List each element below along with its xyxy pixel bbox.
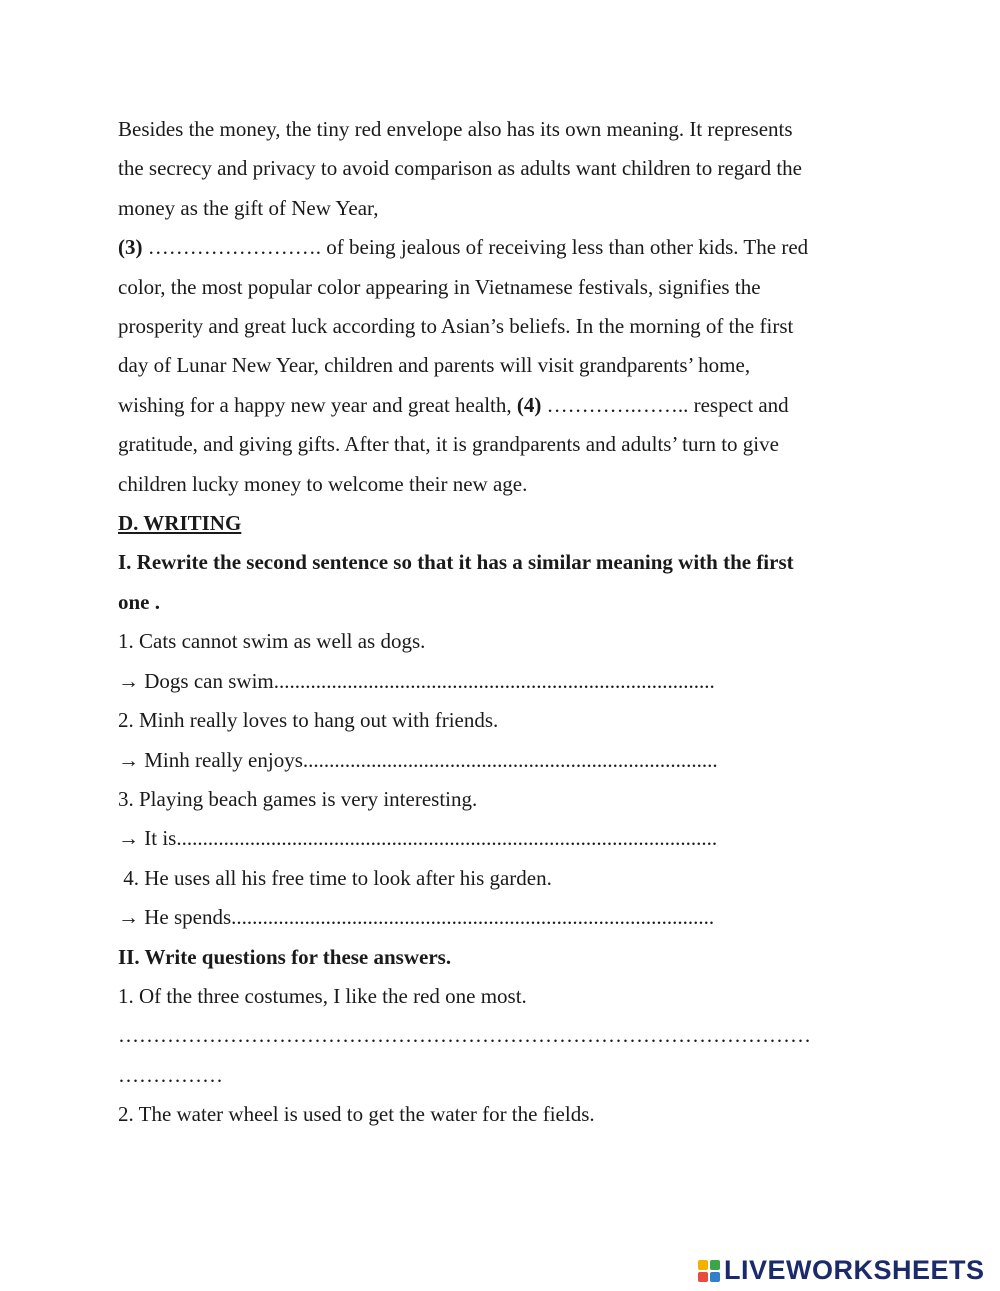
blank-4-field[interactable]: ………….…….. respect and: [541, 392, 789, 417]
logo-grid-icon: [698, 1260, 720, 1282]
question-blank-1-cont[interactable]: ……………: [118, 1062, 223, 1087]
rewrite-question-3: 3. Playing beach games is very interesting.: [118, 786, 478, 811]
rewrite-answer-3[interactable]: → It is.......................................................................................................: [118, 826, 718, 851]
passage-line: money as the gift of New Year,: [118, 195, 379, 220]
question-answer-2: 2. The water wheel is used to get the water for the fields.: [118, 1102, 595, 1127]
rewrite-question-1: 1. Cats cannot swim as well as dogs.: [118, 629, 426, 654]
blank-4-number: (4): [516, 392, 542, 417]
passage-line: color, the most popular color appearing in Vietnamese festivals, signifies the: [118, 274, 761, 299]
blank-3-number: (3): [118, 235, 143, 260]
passage-line: day of Lunar New Year, children and parents will visit grandparents’ home,: [118, 353, 751, 378]
section-2-title: II. Write questions for these answers.: [118, 944, 452, 969]
passage-line: the secrecy and privacy to avoid comparison as adults want children to regard the: [118, 156, 803, 181]
blank-3-field[interactable]: ……………………. of being jealous of receiving less than other kids. The red: [142, 235, 809, 260]
section-1-title-cont: one .: [118, 589, 160, 614]
liveworksheets-logo: [698, 1255, 985, 1286]
passage-line: children lucky money to welcome their new age.: [118, 471, 528, 496]
logo-square: [710, 1272, 720, 1282]
question-answer-1: 1. Of the three costumes, I like the red one most.: [118, 983, 527, 1008]
passage-line: gratitude, and giving gifts. After that, it is grandparents and adults’ turn to give: [118, 432, 779, 457]
rewrite-answer-2[interactable]: → Minh really enjoys...............................................................................: [118, 747, 718, 772]
rewrite-question-4: 4. He uses all his free time to look after his garden.: [118, 865, 552, 890]
passage-line-blank-3: [118, 228, 888, 267]
question-blank-1[interactable]: ………………………………………………………………………………………: [118, 1023, 811, 1048]
rewrite-answer-1[interactable]: → Dogs can swim....................................................................................: [118, 668, 715, 693]
rewrite-answer-4[interactable]: → He spends............................................................................................: [118, 905, 715, 930]
blank-4-before: wishing for a happy new year and great health,: [118, 392, 517, 417]
worksheet-page: [118, 110, 888, 1135]
passage-line-blank-4: [118, 386, 888, 425]
section-1-title: I. Rewrite the second sentence so that it has a similar meaning with the first: [118, 550, 794, 575]
logo-square: [698, 1260, 708, 1270]
logo-square: [698, 1272, 708, 1282]
writing-heading: D. WRITING: [118, 511, 242, 536]
passage-line: Besides the money, the tiny red envelope also has its own meaning. It represents: [118, 117, 793, 141]
logo-square: [710, 1260, 720, 1270]
logo-text: LIVEWORKSHEETS: [724, 1255, 985, 1285]
passage-line: prosperity and great luck according to Asian’s beliefs. In the morning of the first: [118, 314, 794, 339]
rewrite-question-2: 2. Minh really loves to hang out with friends.: [118, 708, 499, 733]
